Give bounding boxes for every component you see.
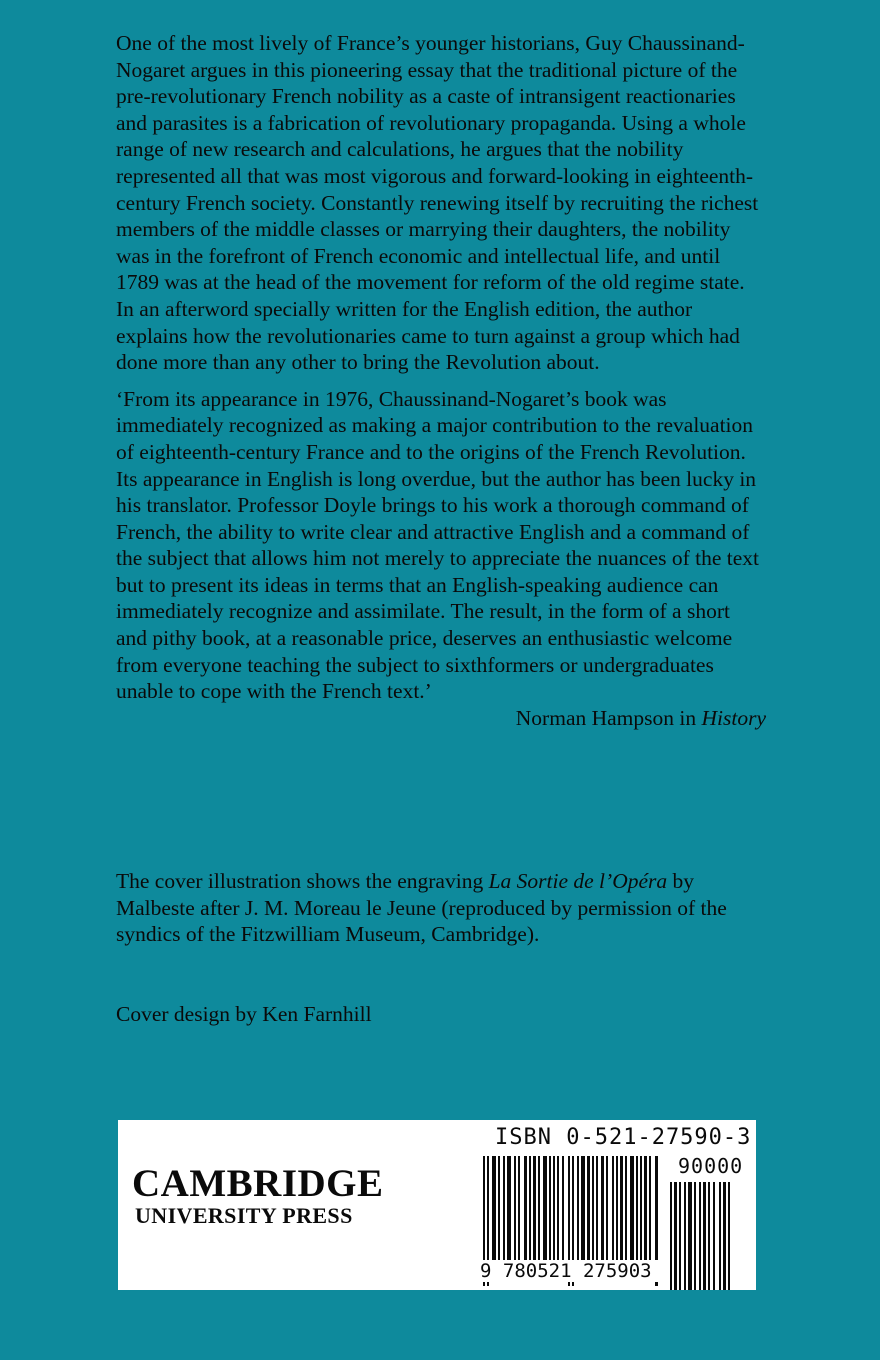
barcode-bar (529, 1156, 531, 1260)
barcode-bar (549, 1156, 551, 1260)
barcode-bar (514, 1156, 516, 1260)
barcode-bar (562, 1156, 564, 1260)
barcode-bar (684, 1182, 686, 1290)
barcode-bar (587, 1156, 590, 1260)
barcode-bar (592, 1156, 594, 1260)
barcode-bar (543, 1156, 547, 1260)
barcode-bar (557, 1156, 559, 1260)
barcode-bar (596, 1156, 598, 1260)
review-quote: ‘From its appearance in 1976, Chaussinand-Nogaret’s book was immediately recognized as making a major contribution to the revaluation of eighteenth-century France and to the origins of the French Revolution. Its appearance in English is long overdue, but the author has been lucky in his translator. Professor Doyle brings to his work a thorough command of French, the ability to write clear and attractive English and a command of the subject that allows him not merely to appreciate the nuances of the text but to present its ideas in terms that an English-speaking audience can immediately recognize and assimilate. The result, in the form of a short and pithy book, at a reasonable price, deserves an enthusiastic welcome from everyone teaching the subject to sixthformers or undergraduates unable to cope with the French text.’ (116, 386, 759, 704)
barcode-bar (728, 1182, 730, 1290)
barcode-bar (620, 1156, 623, 1260)
barcode-bar (636, 1156, 638, 1260)
barcode-bar (699, 1182, 701, 1290)
barcode-bar (719, 1182, 721, 1290)
barcode-bar (723, 1182, 726, 1290)
quote-author: Norman Hampson in (515, 705, 697, 730)
barcode-bar (703, 1182, 706, 1290)
barcode-bar (581, 1156, 585, 1260)
barcode-bar (630, 1156, 634, 1260)
cover-illustration-credit (116, 868, 766, 948)
quote-attribution (116, 705, 766, 732)
barcode-bar (616, 1156, 618, 1260)
barcode-bar (644, 1156, 647, 1260)
publisher-logo: CAMBRIDGE (132, 1162, 384, 1205)
barcode-bar (625, 1156, 627, 1260)
barcode-bar (670, 1182, 672, 1290)
barcode-bar (492, 1156, 496, 1260)
quote-source: History (701, 705, 766, 730)
barcode-bar (708, 1182, 710, 1290)
barcode-bar (612, 1156, 614, 1260)
barcode-bar (518, 1156, 520, 1260)
publisher-subtitle: UNIVERSITY PRESS (135, 1203, 353, 1228)
isbn-text: ISBN 0-521-27590-3 (495, 1125, 752, 1150)
illustration-rest: by Malbeste after J. M. Moreau le Jeune (reproduced by permission of the syndics of the Fitzwilliam Museum, Cambridge). (116, 869, 727, 947)
barcode-bar (640, 1156, 642, 1260)
addon-code: 90000 (678, 1154, 744, 1178)
design-credit-text: Cover design by Ken Farnhill (116, 1002, 372, 1026)
barcode-bar (694, 1182, 696, 1290)
barcode-bar (498, 1156, 500, 1260)
addon-barcode (668, 1182, 746, 1290)
barcode-bar (679, 1182, 681, 1290)
barcode-bar (533, 1156, 536, 1260)
barcode-bar (601, 1156, 604, 1260)
illustration-title: La Sortie de l’Opéra (488, 869, 668, 893)
barcode-bar (649, 1156, 651, 1260)
cover-design-credit (116, 1001, 766, 1028)
illustration-prefix: The cover illustration shows the engraving (116, 869, 484, 893)
barcode-bar (674, 1182, 677, 1290)
back-cover-blurb (116, 30, 766, 731)
ean-number: 9 780521 275903 (480, 1260, 660, 1282)
barcode-bar (688, 1182, 692, 1290)
barcode-bar (524, 1156, 527, 1260)
barcode-bar (606, 1156, 608, 1260)
barcode-bar (577, 1156, 579, 1260)
barcode-bar (713, 1182, 715, 1290)
barcode-bar (538, 1156, 540, 1260)
publisher-barcode-panel (118, 1120, 756, 1290)
barcode-bar (553, 1156, 555, 1260)
blurb-paragraph: One of the most lively of France’s younger historians, Guy Chaussinand-Nogaret argues in this pioneering essay that the traditional picture of the pre-revolutionary French nobility as a caste of intransigent reactionaries and parasites is a fabrication of revolutionary propaganda. Using a whole range of new research and calculations, he argues that the nobility represented all that was most vigorous and forward-looking in eighteenth-century French society. Constantly renewing itself by recruiting the richest members of the middle classes or marrying their daughters, the nobility was in the forefront of French economic and intellectual life, and until 1789 was at the head of the movement for reform of the old regime state. In an afterword specially written for the English edition, the author explains how the revolutionaries came to turn against a group which had done more than any other to bring the Revolution about. (116, 31, 759, 375)
barcode-bar (507, 1156, 511, 1260)
barcode-bar (503, 1156, 505, 1260)
